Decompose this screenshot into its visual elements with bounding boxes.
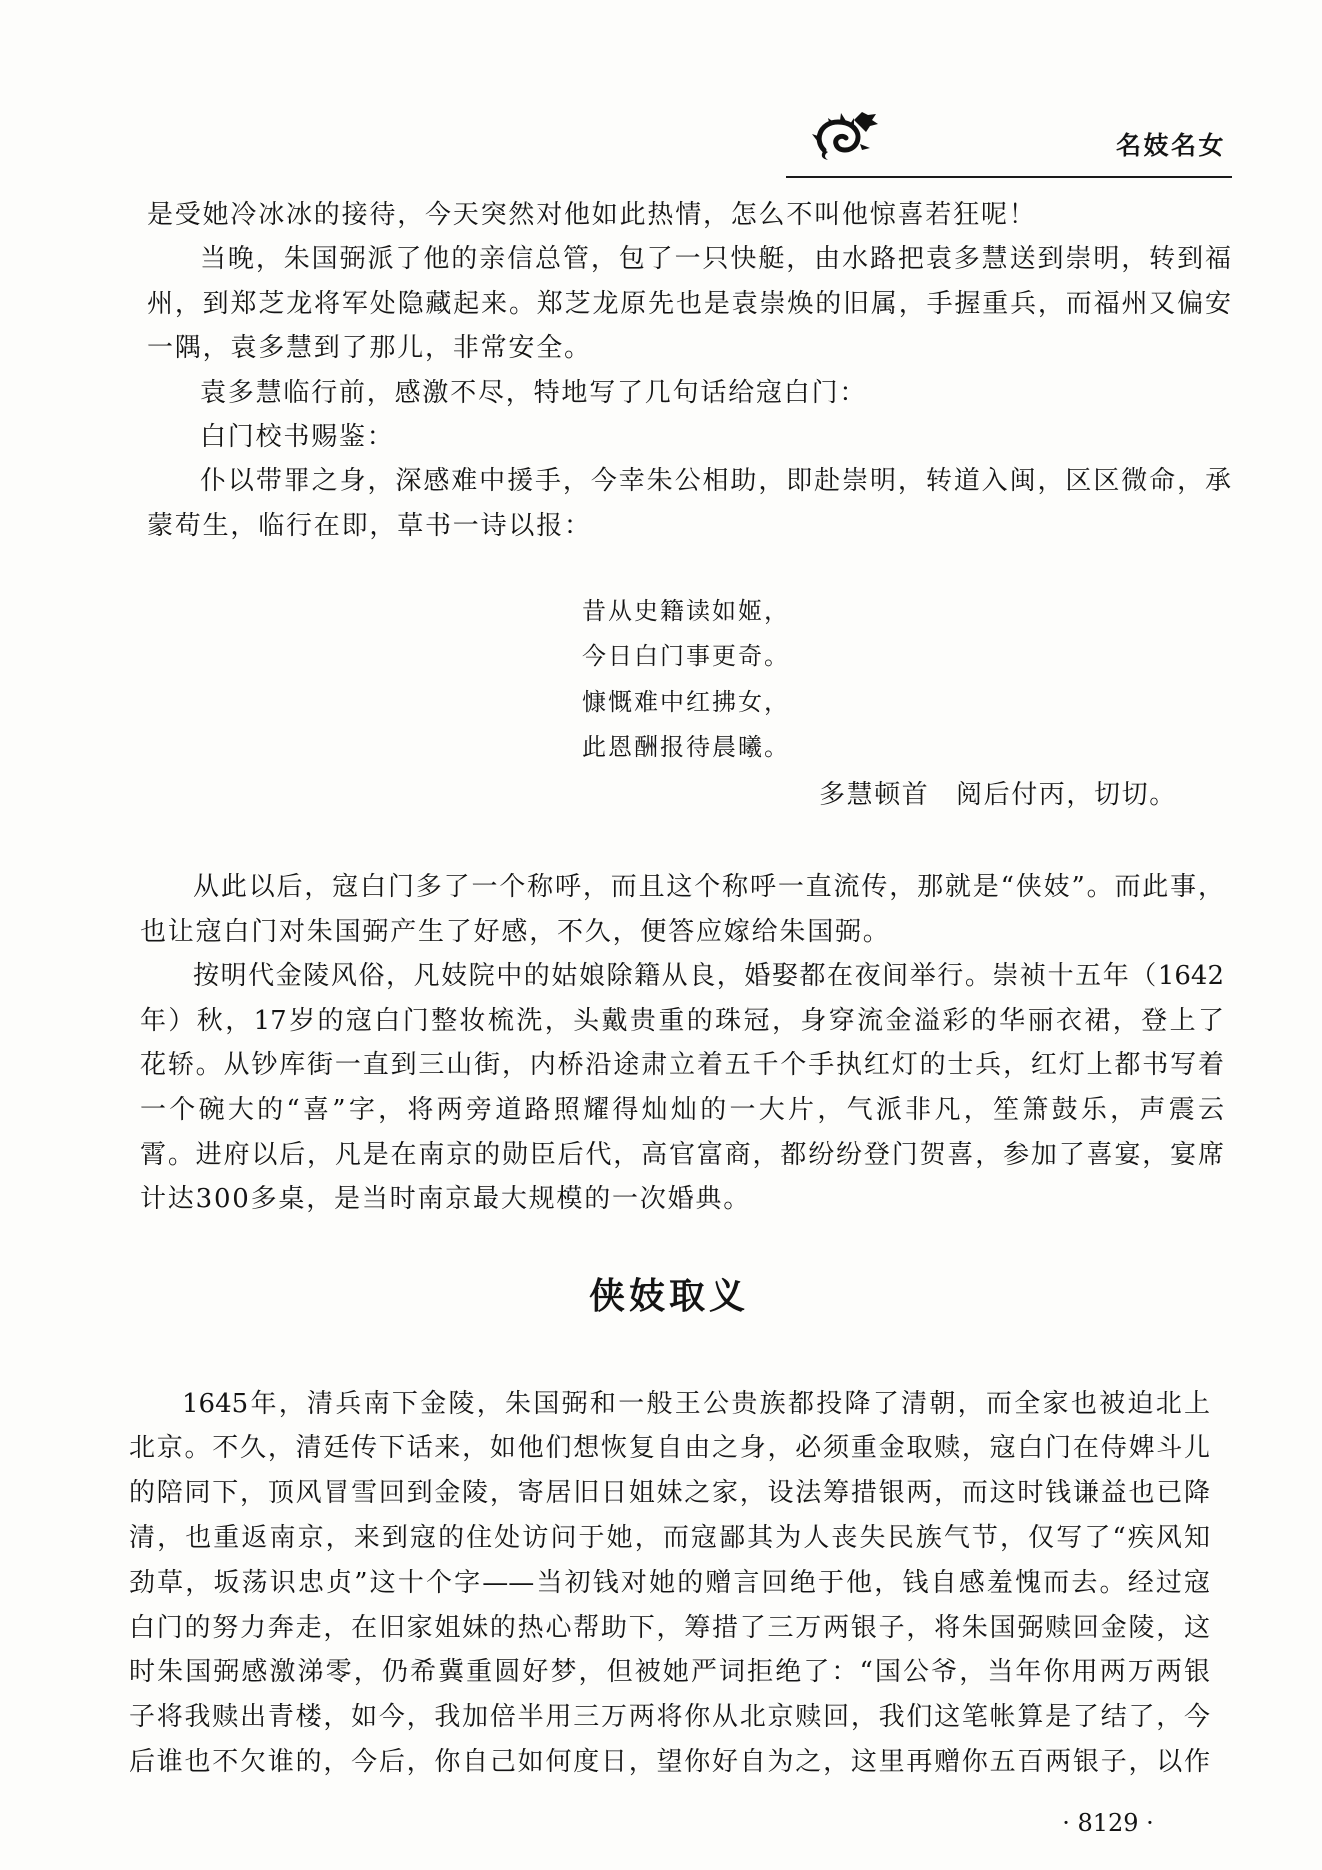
letter-body bbox=[147, 459, 1231, 548]
text-line: 北京。不久，清廷传下话来，如他们想恢复自由之身，必须重金取赎，寇白门在侍婢斗儿 bbox=[129, 1433, 1210, 1464]
text-line: 按明代金陵风俗，凡妓院中的姑娘除籍从良，婚娶都在夜间举行。崇祯十五年（1642 bbox=[193, 961, 1224, 992]
paragraph bbox=[140, 954, 1224, 1222]
text-line: 白门校书赐鉴： bbox=[200, 421, 395, 452]
text-column-top bbox=[147, 193, 1231, 548]
text-line: 袁多慧临行前，感激不尽，特地写了几句话给寇白门： bbox=[200, 377, 868, 408]
paragraph bbox=[140, 865, 1224, 954]
page-number: · 8129 · bbox=[1062, 1809, 1154, 1837]
text-line: 也让寇白门对朱国弼产生了好感，不久，便答应嫁给朱国弼。 bbox=[140, 916, 891, 947]
text-line: 后谁也不欠谁的，今后，你自己如何度日，望你好自为之，这里再赠你五百两银子，以作 bbox=[129, 1746, 1210, 1777]
paragraph bbox=[147, 193, 1231, 237]
text-column-bottom bbox=[129, 1382, 1210, 1785]
text-line: 州，到郑芝龙将军处隐藏起来。郑芝龙原先也是袁崇焕的旧属，手握重兵，而福州又偏安 bbox=[147, 288, 1231, 319]
text-line: 一隅，袁多慧到了那儿，非常安全。 bbox=[147, 333, 592, 364]
text-line: 的陪同下，顶风冒雪回到金陵，寄居旧日姐妹之家，设法筹措银两，而这时钱谦益也已降 bbox=[129, 1478, 1210, 1509]
text-column-middle bbox=[140, 865, 1224, 1222]
paragraph bbox=[129, 1382, 1210, 1785]
letter-salutation bbox=[147, 415, 1231, 459]
poem-line: 今日白门事更奇。 bbox=[582, 642, 790, 671]
text-line: 子将我赎出青楼，如今，我加倍半用三万两将你从北京赎回，我们这笔帐算是了结了，今 bbox=[129, 1702, 1210, 1733]
letter-signature: 多慧顿首 bbox=[819, 780, 930, 810]
poem-line: 此恩酬报待晨曦。 bbox=[582, 733, 790, 762]
poem-line: 慷慨难中红拂女， bbox=[582, 687, 790, 716]
text-line: 从此以后，寇白门多了一个称呼，而且这个称呼一直流传，那就是“侠妓”。而此事， bbox=[193, 872, 1224, 902]
text-line: 霄。进府以后，凡是在南京的勋臣后代，高官富商，都纷纷登门贺喜，参加了喜宴，宴席 bbox=[140, 1139, 1224, 1170]
dragon-emblem-icon bbox=[810, 106, 882, 164]
text-line: 白门的努力奔走，在旧家姐妹的热心帮助下，筹措了三万两银子，将朱国弼赎回金陵，这 bbox=[129, 1612, 1210, 1643]
text-line: 花轿。从钞库街一直到三山街，内桥沿途肃立着五千个手执红灯的士兵，红灯上都书写着 bbox=[140, 1050, 1224, 1081]
running-header-title: 名妓名女 bbox=[1116, 131, 1227, 160]
text-line: 仆以带罪之身，深感难中援手，今幸朱公相助，即赴崇明，转道入闽，区区微命，承 bbox=[200, 466, 1231, 497]
paragraph bbox=[147, 237, 1231, 370]
text-line: 当晚，朱国弼派了他的亲信总管，包了一只快艇，由水路把袁多慧送到崇明，转到福 bbox=[200, 244, 1231, 275]
text-line: 劲草，坂荡识忠贞”这十个字——当初钱对她的赠言回绝于他，钱自感羞愧而去。经过寇 bbox=[129, 1567, 1210, 1598]
header-rule bbox=[786, 176, 1232, 178]
text-line: 清，也重返南京，来到寇的住处访问于她，而寇鄙其为人丧失民族气节，仅写了“疾风知 bbox=[129, 1522, 1210, 1553]
paragraph bbox=[147, 371, 1231, 415]
section-heading: 侠妓取义 bbox=[588, 1276, 749, 1317]
text-line: 时朱国弼感激涕零，仍希冀重圆好梦，但被她严词拒绝了：“国公爷，当年你用两万两银 bbox=[129, 1657, 1210, 1688]
text-line: 蒙苟生，临行在即，草书一诗以报： bbox=[147, 510, 592, 541]
text-line: 计达300多桌，是当时南京最大规模的一次婚典。 bbox=[140, 1184, 752, 1215]
poem-line: 昔从史籍读如姬， bbox=[582, 597, 790, 625]
poem bbox=[582, 589, 790, 771]
text-line: 年）秋，17岁的寇白门整妆梳洗，头戴贵重的珠冠，身穿流金溢彩的华丽衣裙，登上了 bbox=[140, 1005, 1224, 1036]
text-line: 是受她冷冰冰的接待，今天突然对他如此热情，怎么不叫他惊喜若狂呢！ bbox=[147, 200, 1037, 230]
text-line: 一个碗大的“喜”字，将两旁道路照耀得灿灿的一大片，气派非凡，笙箫鼓乐，声震云 bbox=[140, 1094, 1224, 1125]
text-line: 1645年，清兵南下金陵，朱国弼和一般王公贵族都投降了清朝，而全家也被迫北上 bbox=[182, 1388, 1210, 1419]
letter-postscript: 阅后付丙，切切。 bbox=[956, 780, 1177, 810]
